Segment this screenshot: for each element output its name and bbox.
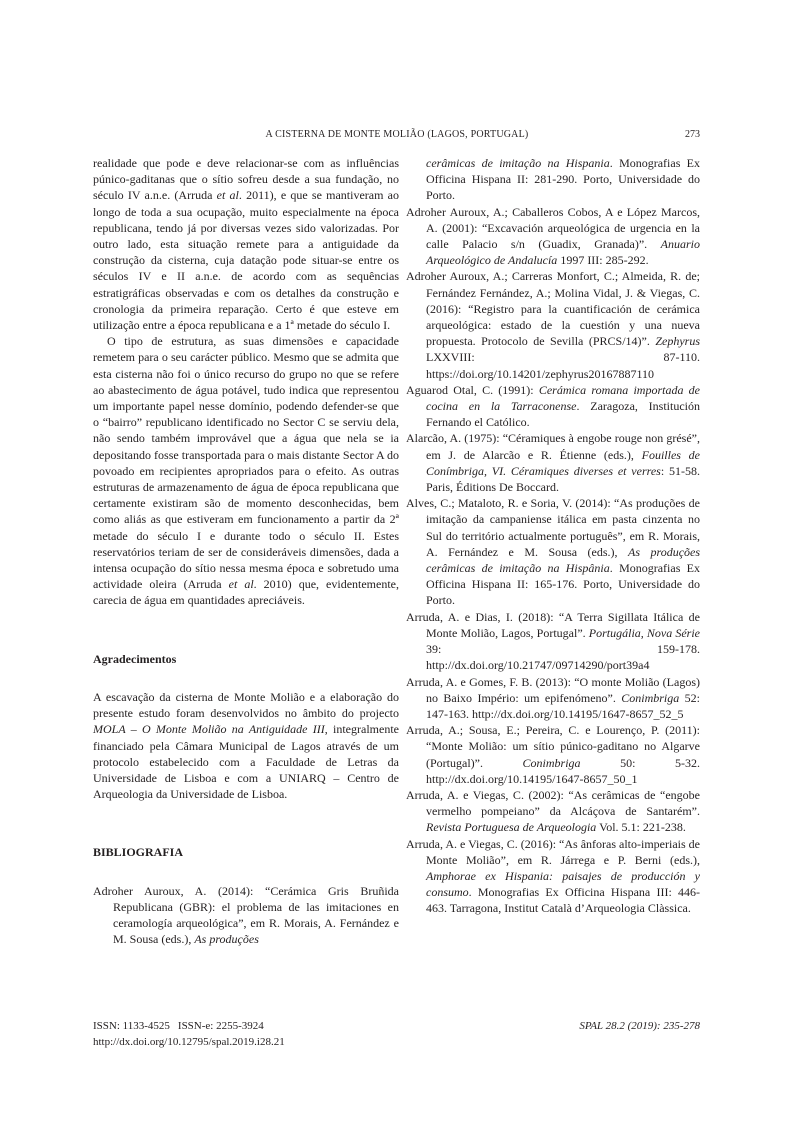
reference-item: Arruda, A.; Sousa, E.; Pereira, C. e Lourenço, P. (2011): “Monte Molião: um sítio púnico-gaditano no Algarve (Portugal)”. Conimbriga 50: 5-32. http://dx.doi.org/10.14195/1647-8657_50_1 [406,723,700,786]
reference-item: Alarcão, A. (1975): “Céramiques à engobe rouge non grésé”, em J. de Alarcão e R. Étienne (eds.), Fouilles de Conímbriga, VI. Céramiques diverses et verres: 51-58. Paris, Éditions De Boccard. [406,431,701,495]
reference-item: Adroher Auroux, A.; Carreras Monfort, C.; Almeida, R. de; Fernández Fernández, A.; Molina Vidal, J. & Viegas, C. (2016): “Registro para la cuantificación de cerámica arqueológica: estado de la cuestión y una nueva propuesta. Protocolo de Sevilla (PRCS/14)”. Zephyrus LXXVIII: 87-110. https://doi.org/10.14201/zephyrus20167887110 [406,269,700,381]
reference-item: Arruda, A. e Dias, I. (2018): “A Terra Sigillata Itálica de Monte Molião, Lagos, Portugal”. Portugália, Nova Série 39: 159-178. http://dx.doi.org/10.21747/09714290/port39a4 [406,609,700,673]
reference-item: Arruda, A. e Gomes, F. B. (2013): “O monte Molião (Lagos) no Baixo Império: um epifenómeno”. Conimbriga 52: 147-163. http://dx.doi.org/10.14195/1647-8657_52_5 [406,674,700,721]
journal-citation: SPAL 28.2 (2019): 235-278 [579,1020,700,1032]
reference-item: Arruda, A. e Viegas, C. (2016): “As ânforas alto-imperiais de Monte Molião”, em R. Járrega e P. Berni (eds.), Amphorae ex Hispania: paisajes de producción y consumo. Monografias Ex Officina Hispana III: 446-463. Tarragona, Institut Català d’Arqueologia Clàssica. [406,836,700,916]
body-paragraph: realidade que pode e deve relacionar-se com as influências púnico-gaditanas que o sítio sofreu desde a sua fundação, no século IV a.n.e. (Arruda et al. 2011), e que se mantiveram ao longo de toda a sua ocupação, muito especialmente na época republicana, tendo já por diversas vezes sido valorizadas. Por outro lado, esta situação remete para a antiguidade da construção da cisterna, cuja datação pode situar-se entre os séculos IV e II a.n.e. de acordo com as sequências estratigráficas observadas e com os detalhes da construção e cronologia da primeira reparação. Certo é que esteve em utilização entre a época republicana e a 1ª metade do século I. [93,156,400,333]
acknowledgements-paragraph: A escavação da cisterna de Monte Molião e a elaboração do presente estudo foram desenvolvidos no âmbito do projecto MOLA – O Monte Molião na Antiguidade III, integralmente financiado pela Câmara Municipal de Lagos através de um protocolo estabelecido com a Faculdade de Letras da Universidade de Lisboa e com a UNIARQ – Centro de Arqueologia da Universidade de Lisboa. [93,689,399,802]
right-column [406,155,700,917]
issn-e: ISSN-e: 2255-3924 [177,1020,264,1032]
reference-item: Adroher Auroux, A. (2014): “Cerámica Gris Bruñida Republicana (GBR): el problema de las imitaciones en ceramología arqueológica”, em R. Morais, A. Fernández e M. Sousa (eds.), As produções [93,883,399,947]
reference-item: Alves, C.; Mataloto, R. e Soria, V. (2014): “As produções de imitação da campaniense itálica em pasta cinzenta no Sul do território actualmente português”, em R. Morais, A. Fernández e M. Sousa (eds.), As produções cerâmicas de imitação na Hispânia. Monografias Ex Officina Hispana II: 165-176. Porto, Universidade do Porto. [406,496,701,608]
running-title: A CISTERNA DE MONTE MOLIÃO (LAGOS, PORTUGAL) [265,129,529,140]
left-column [93,155,399,947]
doi-link[interactable]: http://dx.doi.org/10.12795/spal.2019.i28.21 [93,1036,285,1048]
acknowledgements-heading: Agradecimentos [93,651,177,666]
body-paragraph: O tipo de estrutura, as suas dimensões e capacidade remetem para o seu carácter público. Mesmo que se admita que esta cisterna não foi o único recurso do grupo no que se refere ao abastecimento de água potável, tudo indica que representou um importante papel nesse domínio, podendo defender-se que o “bairro” republicano identificado no Sector C se serviu dela, não sendo também improvável que a água que nela se ia depositando fosse transportada para o mais distante Sector A do povoado em recipientes apropriados para o efeito. As outras estruturas de armazenamento de água de época republicana que certamente existiram são de momento desconhecidas, bem como aliás as que estiveram em funcionamento a partir da 2ª metade do século I e durante todo o século II. Estes reservatórios teriam de ser de consideráveis dimensões, dada a intensa ocupação do sítio nessa mesma época e sobretudo uma actividade oleira (Arruda et al. 2010) que, evidentemente, carecia de água em quantidades apreciáveis. [93,334,400,608]
page-number: 273 [685,129,700,140]
footer-issn-block [93,1018,285,1050]
reference-item: Aguarod Otal, C. (1991): Cerámica romana importada de cocina en la Tarraconense. Zaragoza, Institución Fernando el Católico. [406,382,701,430]
issn: ISSN: 1133-4525 [93,1020,170,1032]
reference-item: Arruda, A. e Viegas, C. (2002): “As cerâmicas de “engobe vermelho pompeiano” da Alcáçova de Santarém”. Revista Portuguesa de Arqueologia Vol. 5.1: 221-238. [406,787,700,835]
reference-continuation: cerâmicas de imitação na Hispania. Monografias Ex Officina Hispana II: 281-290. Porto, Universidade do Porto. [426,156,700,203]
bibliography-heading: BIBLIOGRAFIA [93,845,184,860]
reference-item: Adroher Auroux, A.; Caballeros Cobos, A e López Marcos, A. (2001): “Excavación arqueológica de urgencia en la calle Palacio s/n (Guadix, Granada)”. Anuario Arqueológico de Andalucía 1997 III: 285-292. [406,204,700,268]
